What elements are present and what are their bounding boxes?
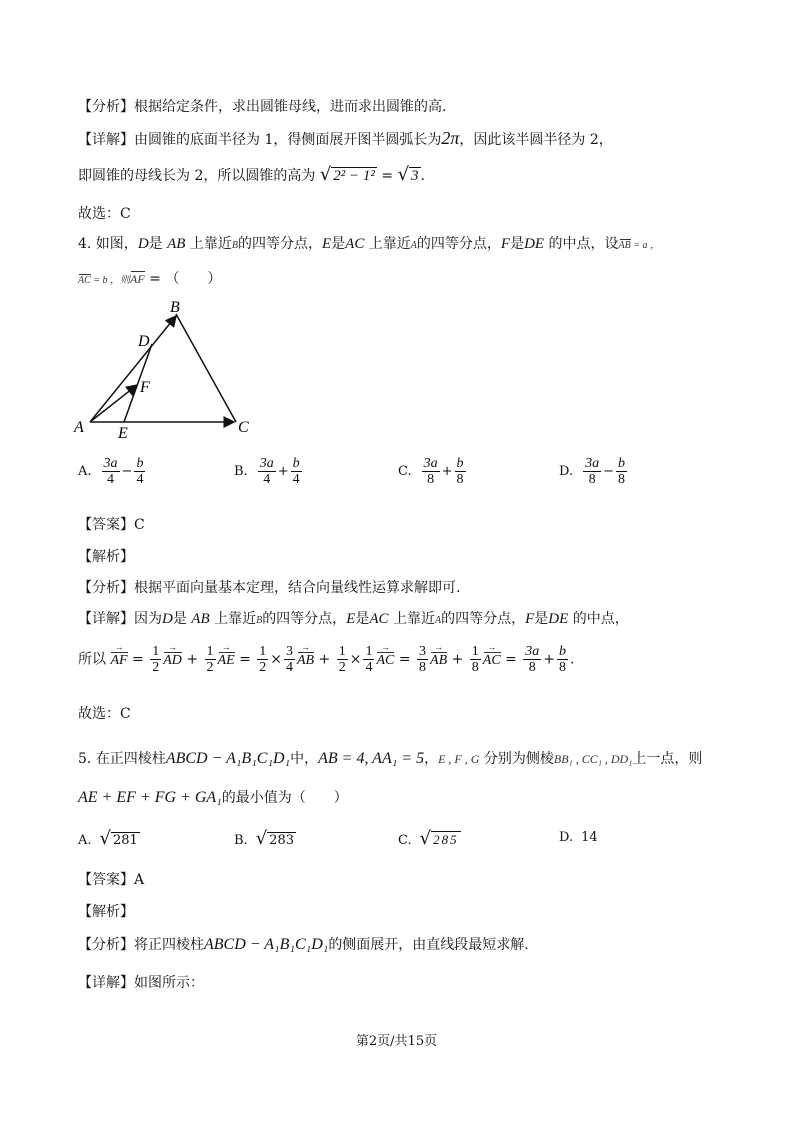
q4-option-a[interactable] [78,456,147,487]
q4-option-c[interactable] [398,456,468,487]
two-pi: 2π [441,128,460,148]
prism-name: ABCD − A₁B₁C₁D₁ [165,750,291,767]
q3-detail-2 [78,164,425,185]
denominator: 8 [427,472,435,487]
text: 是 [534,611,549,627]
vec-AE: AE → [218,653,235,669]
option-label: D. [559,464,574,479]
radical-sign: √ [419,828,432,849]
fraction: $\frac{1}{4}$ [365,644,373,675]
vec-AC: AC → [483,653,501,669]
detail-tag: 【详解】 [78,975,134,991]
vec-AB: AB → [297,653,314,669]
fraction: $\frac{1}{8}$ [471,644,479,675]
option-value: 283 [269,833,294,848]
detail-tag: 【详解】 [78,132,134,148]
vec-AF: AF → [110,653,127,669]
fraction [102,456,120,487]
operator: + [441,464,453,479]
var-B: B [256,615,263,626]
q4-solution-tag: 【解析】 [78,549,134,565]
option-label: C. [398,464,412,479]
label-F: F [140,379,150,396]
denominator: 4 [107,472,115,487]
vec-AD: AD → [163,653,182,669]
text: 上一点，则 [632,751,703,767]
numerator: b [456,456,464,471]
fraction [616,456,627,487]
text: 分别为侧棱 [483,751,554,767]
answer-blank: = （ ） [144,271,222,287]
q5-option-b[interactable] [234,828,296,849]
q5-solution-tag: 【解析】 [78,904,134,920]
detail-text: 如图所示： [134,975,204,991]
numerator: 3a [585,456,600,471]
numerator: b [618,456,625,471]
page-footer: 第2页/共15页 [355,1034,438,1049]
q5-analysis [78,934,529,954]
var-F: F [500,236,511,252]
segment-AB [90,316,176,422]
text: 的四等分点， [262,611,347,627]
vec-AC: AC → [376,653,394,669]
operator: − [121,464,133,479]
analysis-text: 根据给定条件，求出圆锥母线，进而求出圆锥的高. [134,99,447,115]
analysis-text: 根据平面向量基本定理，结合向量线性运算求解即可. [134,580,461,596]
answer-tag: 【答案】 [78,517,134,533]
seg-AB: AB [191,611,210,627]
text: 是 [172,611,187,627]
text: 的侧面展开，由直线段最短求解. [328,937,529,953]
label-B: B [170,300,180,316]
question-number: 4. 如图， [78,236,138,252]
text: 是 [510,236,525,252]
q4-stem-line1 [78,233,660,253]
var-D: D [162,611,173,627]
answer-tag: 【答案】 [78,872,134,888]
radical-sign: √ [99,828,112,849]
text: 上靠近 [189,236,232,252]
analysis-tag: 【分析】 [78,99,134,115]
seg-DE: DE [548,611,569,627]
expression: AE + EF + FG + GA₁ [78,789,222,806]
numerator: 3a [103,456,118,471]
fraction: $\frac{3}{8}$ [419,644,427,675]
text: 是 [331,236,346,252]
q5-stem-line1 [78,748,702,768]
option-label: A. [78,833,92,848]
q5-detail [78,972,204,992]
option-value: 285 [433,832,459,847]
option-value: 14 [581,830,598,845]
q4-stem-line2 [78,268,221,288]
height-expression: 2² − 1² [333,168,375,184]
fraction: $\frac{1}{2}$ [206,644,214,675]
question-number: 5. 在正四棱柱 [78,751,166,767]
q4-option-d[interactable] [559,456,629,487]
fraction [455,456,466,487]
var-A: A [410,240,417,251]
denominator: 8 [618,472,625,487]
text: 的中点， [572,611,629,627]
var-D: D [137,236,149,252]
q5-option-d[interactable] [559,830,598,845]
text: 的四等分点， [238,236,322,252]
text: 的最小值为（ ） [221,790,348,806]
denominator: 4 [292,472,300,487]
fraction [583,456,601,487]
denominator: 8 [588,472,596,487]
q5-option-a[interactable] [78,828,140,849]
detail-text: 由圆锥的底面半径为 1，得侧面展开图半圆弧长为 [134,132,442,148]
q3-analysis [78,96,446,116]
fraction: $\frac{1}{2}$ [152,644,160,675]
points-efg: E , F , G [438,752,480,766]
q4-analysis [78,577,460,597]
q3-detail-1 [78,128,613,149]
q4-conclusion: 故选：C [78,706,131,722]
q5-option-c[interactable] [398,828,461,849]
text: 上靠近 [368,236,411,252]
fraction [134,456,145,487]
numerator: b [292,456,300,471]
vector-AB: AB [618,240,631,251]
height-result: 3 [411,168,419,184]
option-value: 281 [113,833,138,848]
operator: − [603,464,614,479]
fraction: $\frac{3a}{8}$ [525,644,540,675]
text: 是 [148,236,163,252]
operator: + [277,464,289,479]
q4-detail [78,608,629,628]
fraction [258,456,276,487]
option-label: A. [78,464,92,479]
label-C: C [238,419,249,436]
numerator: b [136,456,144,471]
text: ， [424,751,439,767]
edges: BB₁ , CC₁ , DD₁ [553,752,633,766]
radical-sign: √ [397,164,410,185]
var-F: F [525,611,535,627]
detail-text: ，因此该半圆半径为 2， [459,132,613,148]
text: 是 [355,611,370,627]
given-values: AB = 4, AA₁ = 5 [318,750,425,767]
vector-AF: AF [130,272,145,286]
fraction [291,456,302,487]
denominator: 8 [456,472,464,487]
text: 所以 [78,651,106,668]
triangle-figure [66,300,266,440]
var-B: B [231,240,238,251]
answer-value: C [134,517,145,533]
option-label: B. [234,833,248,848]
analysis-tag: 【分析】 [78,937,134,953]
q4-option-b[interactable] [234,456,304,487]
prism-name: ABCD − A₁B₁C₁D₁ [204,936,329,953]
text: 因为 [134,611,162,627]
seg-DE: DE [524,236,545,252]
radical-sign: √ [319,164,332,185]
option-label: C. [398,833,412,848]
label-A: A [74,419,84,436]
label-E: E [118,425,128,440]
fraction [422,456,440,487]
seg-AC: AC [345,236,365,252]
label-D: D [138,333,150,350]
text: 的四等分点， [416,236,501,252]
var-A: A [434,615,442,626]
q4-answer [78,514,145,534]
text: 将正四棱柱 [134,937,204,953]
vector-AC: AC [78,275,91,286]
numerator: 3a [423,456,438,471]
radical-sign: √ [255,828,268,849]
fraction: $\frac{b}{8}$ [559,644,567,675]
text: 中， [290,751,319,767]
fraction: $\frac{1}{2}$ [338,644,346,675]
equals: = [376,168,398,184]
option-label: B. [234,464,248,479]
q4-derivation: 所以 AF → = $\frac{1}{2}$ AD → + $\frac{1}{2}$ AE → = $\frac{1}{2}$ × $\frac{3}{4}$ AB → + $\frac{1}{2}$ × $\frac{1}{4}$ AC → = $\frac{3}{8}$ AB → + $\frac{1}{8}$ AC → = $\frac{3a}{8}$ + $\frac{b}{8}$ . [78,644,574,675]
seg-AB: AB [167,236,186,252]
vec-AB: AB → [430,653,447,669]
segment-BC [176,314,236,422]
q5-answer [78,869,144,889]
fraction: $\frac{1}{2}$ [259,644,267,675]
fraction: $\frac{3}{4}$ [286,644,293,675]
denominator: 4 [136,472,144,487]
var-E: E [322,236,332,252]
seg-AC: AC [369,611,389,627]
period: . [420,168,425,184]
numerator: 3a [259,456,274,471]
answer-value: A [134,872,145,888]
denominator: 4 [263,472,271,487]
q3-conclusion: 故选：C [78,206,131,222]
analysis-tag: 【分析】 [78,580,134,596]
eq-b: = b ，则 [90,275,131,286]
q5-stem-line2 [78,787,348,807]
eq-a: = a ， [630,240,660,251]
detail-text: 即圆锥的母线长为 2，所以圆锥的高为 [78,168,316,184]
option-label: D. [559,830,574,845]
text: 的四等分点， [441,611,526,627]
detail-tag: 【详解】 [78,611,134,627]
var-E: E [346,611,356,627]
text: 的中点，设 [548,236,619,252]
text: 上靠近 [214,611,257,627]
text: 上靠近 [392,611,435,627]
